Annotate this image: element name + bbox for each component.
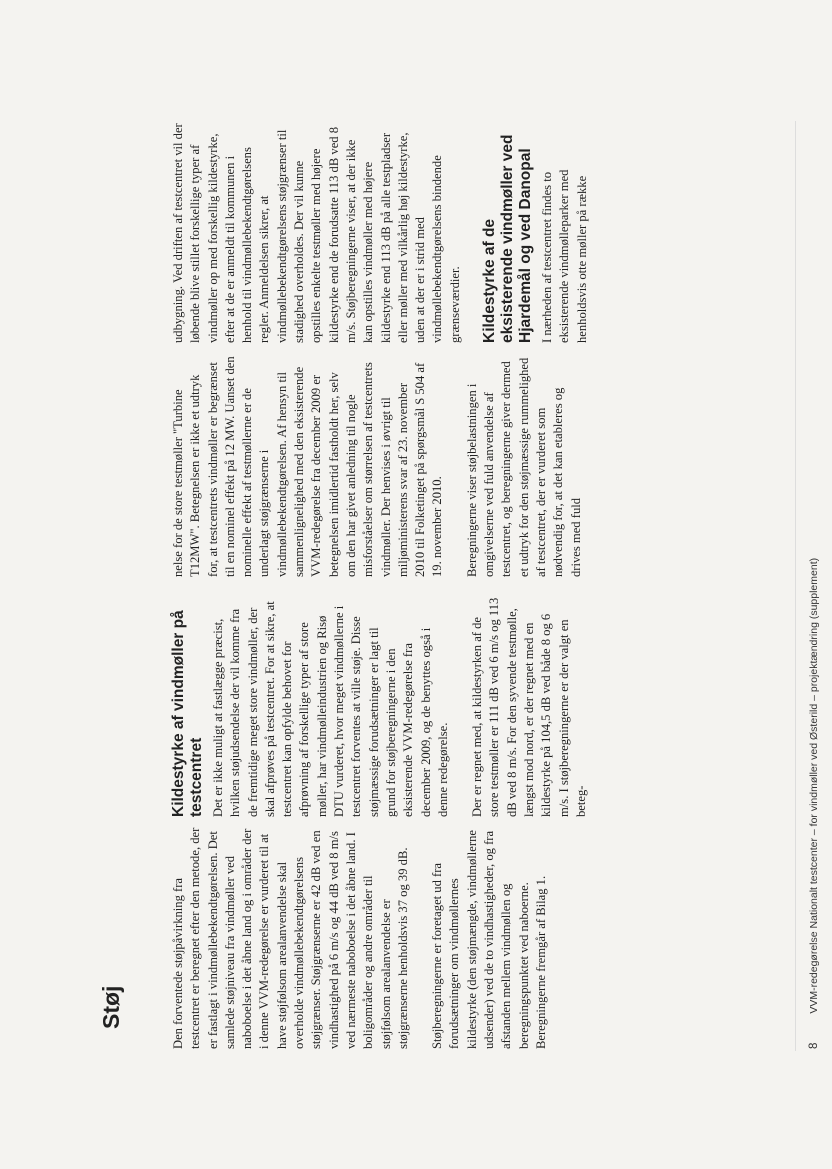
section-title: Støj	[98, 985, 124, 1029]
section-heading: Kildestyrke af vindmøller på testcentret	[170, 610, 205, 817]
paragraph: Den forventede støjpåvirkning fra testcentret er beregnet efter den metode, der er fastlagt i vindmøllebekendtgørelsen. Det samlede støjniveau fra vindmøller ved naboboelse i det åbne land og i områder der i denne VVM-redegørelse er vurderet til at have støjfølsom arealanvendelse skal overholde vindmøllebekendtgørelsens støjgrænser. Støjgrænserne er 42 dB ved en vindhastighed på 6 m/s og 44 dB ved 8 m/s ved nærmeste naboboelse i det åbne land. I boligområder og andre områder til støjfølsom arealanvendelse er støjgrænserne henholdsvis 37 og 39 dB.	[171, 827, 410, 1049]
text-column-4	[170, 121, 608, 343]
paragraph: nelse for de store testmøller "Turbine T12MW". Betegnelsen er ikke et udtryk for, at testcentrets vindmøller er begrænset til en nominel effekt på 12 MW. Uanset den nominelle effekt af testmøllerne er de underlagt støjgrænserne i vindmøllebekendtgørelsen. Af hensyn til sammenlignelighed med den eksisterende VVM-redegørelse fra december 2009 er betegnelsen imidlertid fastholdt her, selv om den har givet anledning til nogle misforståelser om størrelsen af testcentrets vindmøller. Der henvises i øvrigt til miljøministerens svar af 23. november 2010 til Folketinget på spørgsmål S 504 af 19. november 2010.	[171, 356, 445, 577]
text-column-3	[170, 355, 602, 577]
footer-text: VVM-redegørelse Nationalt testcenter – for vindmøller ved Østerild – projektændring (supplement)	[808, 557, 820, 1014]
paragraph: Der er regnet med, at kildestyrken af de store testmøller er 111 dB ved 6 m/s og 113 dB ved 8 m/s. For den syvende testmølle, længst mod nord, er der regnet med en kildestyrke på 104,5 dB ved både 8 og 6 m/s. I støjberegningerne er der valgt en beteg-	[470, 597, 588, 817]
paragraph: Beregningerne viser støjbelastningen i omgivelserne ved fuld anvendelse af testcentret, og beregningerne giver dermed et udtryk for den støjmæssige rummelighed af testcentret, der er vurderet som nødvendig for, at det kan etableres og drives med fuld	[464, 357, 583, 577]
page-number: 8	[808, 1042, 820, 1049]
page-footer	[808, 558, 820, 1049]
text-column-1	[170, 827, 567, 1049]
paragraph: Det er ikke muligt at fastlægge præcist, hvilken støjudsendelse der vil komme fra de fremtidige meget store vindmøller, der skal afprøves på testcentret. For at sikre, at testcentret kan opfylde behovet for afprøvning af forskellige typer af store møller, har vindmølleindustrien og Risø DTU vurderet, hvor meget vindmøllerne i testcentret forventes at ville støje. Disse støjmæssige forudsætninger er lagt til grund for støjberegningerne i den eksisterende VVM-redegørelse fra december 2009, og de benyttes også i denne redegørelse.	[211, 601, 450, 817]
footer-rule	[795, 121, 796, 1051]
section-heading: Kildestyrke af de eksisterende vindmøller ved Hjardemål og ved Danopal	[481, 134, 535, 343]
paragraph: I nærheden af testcentret findes to eksisterende vindmølleparker med henholdsvis otte møller på række	[540, 169, 589, 343]
paragraph: Støjberegningerne er foretaget ud fra forudsætninger om vindmøllernes kildestyrke (den støjmængde, vindmøllerne udsender) ved de to vindhastigheder, og fra afstanden mellem vindmøllen og beregningspunktet ved naboerne. Beregningerne fremgår af Bilag 1.	[430, 830, 548, 1049]
text-column-2	[170, 595, 607, 817]
paragraph: udbygning. Ved driften af testcentret vil der løbende blive stillet forskellige typer af vindmøller op med forskellig kildestyrke, efter at de er anmeldt til kommunen i henhold til vindmøllebekendtgørelsens regler. Anmeldelsen sikrer, at vindmøllebekendtgørelsens støjgrænser til stadighed overholdes. Der vil kunne opstilles enkelte testmøller med højere kildestyrke end de forudsatte 113 dB ved 8 m/s. Støjberegningerne viser, at der ikke kan opstilles vindmøller med højere kildestyrke end 113 dB på alle testpladser eller møller med vilkårlig høj kildestyrke, uden at der er i strid med vindmøllebekendtgørelsens bindende grænseværdier.	[171, 123, 462, 343]
